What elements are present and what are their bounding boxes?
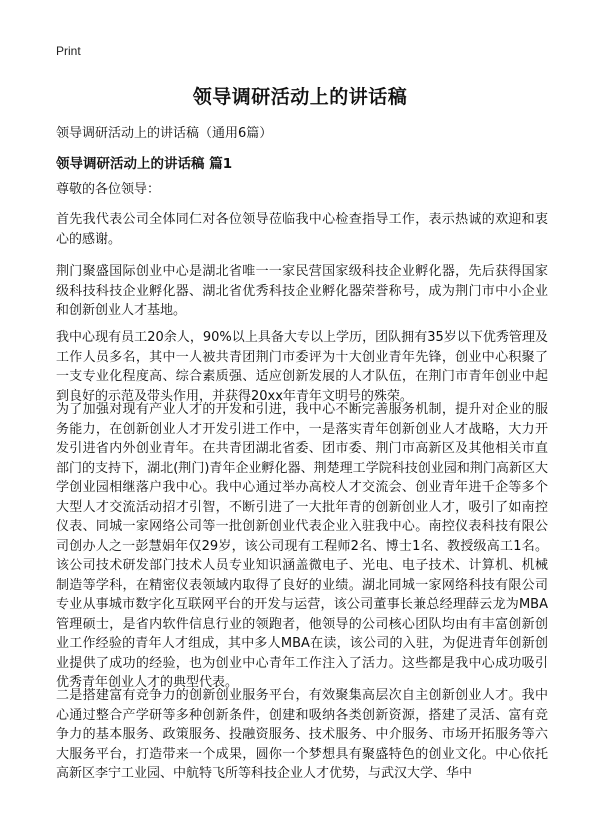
- paragraph-2: 荆门聚盛国际创业中心是湖北省唯一一家民营国家级科技企业孵化器，先后获得国家级科技科技企业孵化器、湖北省优秀科技企业孵化器荣誉称号，成为荆门市中小企业和创新创业人才基地。: [56, 264, 548, 318]
- document-subtitle: 领导调研活动上的讲话稿（通用6篇）: [56, 126, 273, 141]
- paragraph-1: 首先我代表公司全体同仁对各位领导莅临我中心检查指导工作，表示热诚的欢迎和衷心的感谢。: [56, 212, 548, 247]
- paragraph-4: 为了加强对现有产业人才的开发和引进，我中心不断完善服务机制，提升对企业的服务能力，在创新创业人才开发引进工作中，一是落实青年创新创业人才战略，大力开发引进省内外创业青年。在共青团湖北省委、团市委、荆门市高新区及其他相关市直部门的支持下，湖北(荆门)青年企业孵化器、荆楚理工学院科技创业园和荆门高新区大学创业园相继落户我中心。我中心通过举办高校人才交流会、创业青年进千企等多个大型人才交流活动招才引智，不断引进了一大批年青的创新创业人才，吸引了如南控仪表、同城一家网络公司等一批创新创业代表企业入驻我中心。南控仪表科技有限公司创办人之一彭慧娟年仅29岁，该公司现有工程师2名、博士1名、教授级高工1名。该公司技术研发部门技术人员专业知识涵盖微电子、光电、电子技术、计算机、机械制造等学科，在精密仪表领域内取得了良好的业绩。湖北同城一家网络科技有限公司专业从事城市数字化互联网平台的开发与运营，该公司董事长兼总经理薛云龙为MBA管理硕士，是省内软件信息行业的领跑者，他领导的公司核心团队均由有丰富创新创业工作经验的青年人才组成，其中多人MBA在读，该公司的入驻，为促进青年创新创业提供了成功的经验，也为创业中心青年工作注入了活力。这些都是我中心成功吸引优秀青年创业人才的典型代表。: [56, 402, 548, 690]
- document-title: 领导调研活动上的讲话稿: [192, 86, 408, 108]
- paragraph-5: 二是搭建富有竞争力的创新创业服务平台，有效聚集高层次自主创新创业人才。我中心通过整合产学研等多种创新条件，创建和吸纳各类创新资源，搭建了灵活、富有竞争力的基本服务、政策服务、投融资服务、技术服务、中介服务、市场开拓服务等六大服务平台，打造带来一个成果，圆你一个梦想具有聚盛特色的创业文化。中心依托高新区李宁工业园、中航特飞所等科技企业人才优势，与武汉大学、华中: [56, 688, 548, 781]
- greeting: 尊敬的各位领导：: [56, 182, 161, 197]
- print-label[interactable]: Print: [56, 44, 81, 58]
- section-heading: 领导调研活动上的讲话稿 篇1: [56, 156, 233, 172]
- paragraph-3: 我中心现有员工20余人，90%以上具备大专以上学历，团队拥有35岁以下优秀管理及工作人员多名，其中一人被共青团荆门市委评为十大创业青年先锋，创业中心积聚了一支专业化程度高、综合素质强、适应创新发展的人才队伍，在荆门市青年创业中起到良好的示范及带头作用，并获得20xx年青年文明号的殊荣。: [56, 330, 548, 404]
